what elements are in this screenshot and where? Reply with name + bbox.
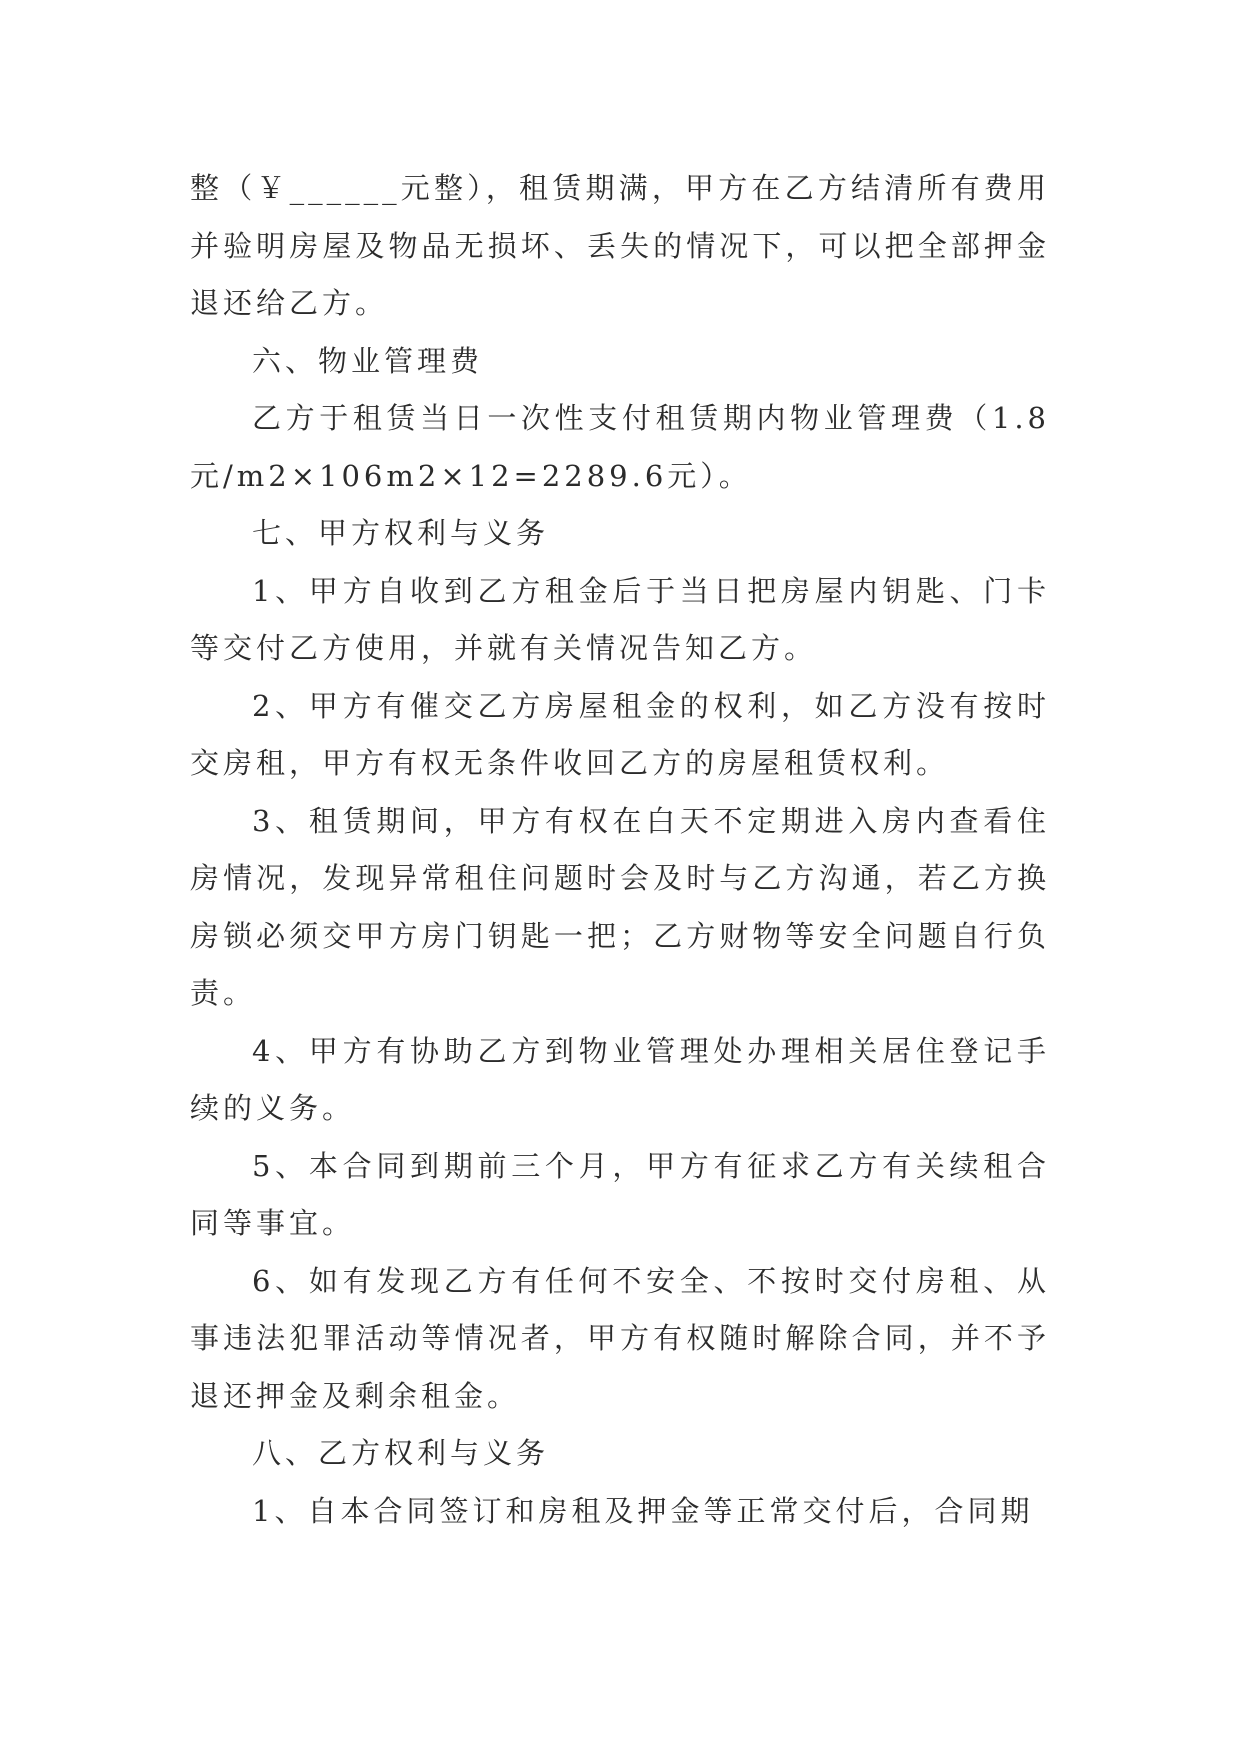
paragraph-party-a-item-4: 4、甲方有协助乙方到物业管理处办理相关居住登记手续的义务。 — [190, 1033, 1050, 1125]
section-heading-party-a-rights: 七、甲方权利与义务 — [252, 516, 550, 550]
paragraph-party-b-item-1: 1、自本合同签订和房租及押金等正常交付后，合同期 — [252, 1493, 1034, 1528]
paragraph-party-a-item-1: 1、甲方自收到乙方租金后于当日把房屋内钥匙、门卡等交付乙方使用，并就有关情况告知乙方。 — [190, 573, 1050, 665]
paragraph-party-a-item-6: 6、如有发现乙方有任何不安全、不按时交付房租、从事违法犯罪活动等情况者，甲方有权随时解除合同，并不予退还押金及剩余租金。 — [190, 1263, 1050, 1413]
paragraph-party-a-item-3: 3、租赁期间，甲方有权在白天不定期进入房内查看住房情况，发现异常租住问题时会及时与乙方沟通，若乙方换房锁必须交甲方房门钥匙一把；乙方财物等安全问题自行负责。 — [190, 803, 1050, 1010]
paragraph-property-fee: 乙方于租赁当日一次性支付租赁期内物业管理费（1.8元/m2×106m2×12=2289.6元）。 — [190, 401, 1050, 493]
paragraph-party-a-item-5: 5、本合同到期前三个月，甲方有征求乙方有关续租合同等事宜。 — [190, 1148, 1050, 1240]
paragraph-deposit-refund: 整（￥______元整），租赁期满，甲方在乙方结清所有费用并验明房屋及物品无损坏、丢失的情况下，可以把全部押金退还给乙方。 — [190, 171, 1050, 320]
section-heading-property-fee: 六、物业管理费 — [252, 343, 484, 378]
document-body — [190, 160, 1050, 1540]
paragraph-party-a-item-2: 2、甲方有催交乙方房屋租金的权利，如乙方没有按时交房租，甲方有权无条件收回乙方的房屋租赁权利。 — [190, 688, 1050, 780]
section-heading-party-b-rights: 八、乙方权利与义务 — [252, 1436, 550, 1470]
